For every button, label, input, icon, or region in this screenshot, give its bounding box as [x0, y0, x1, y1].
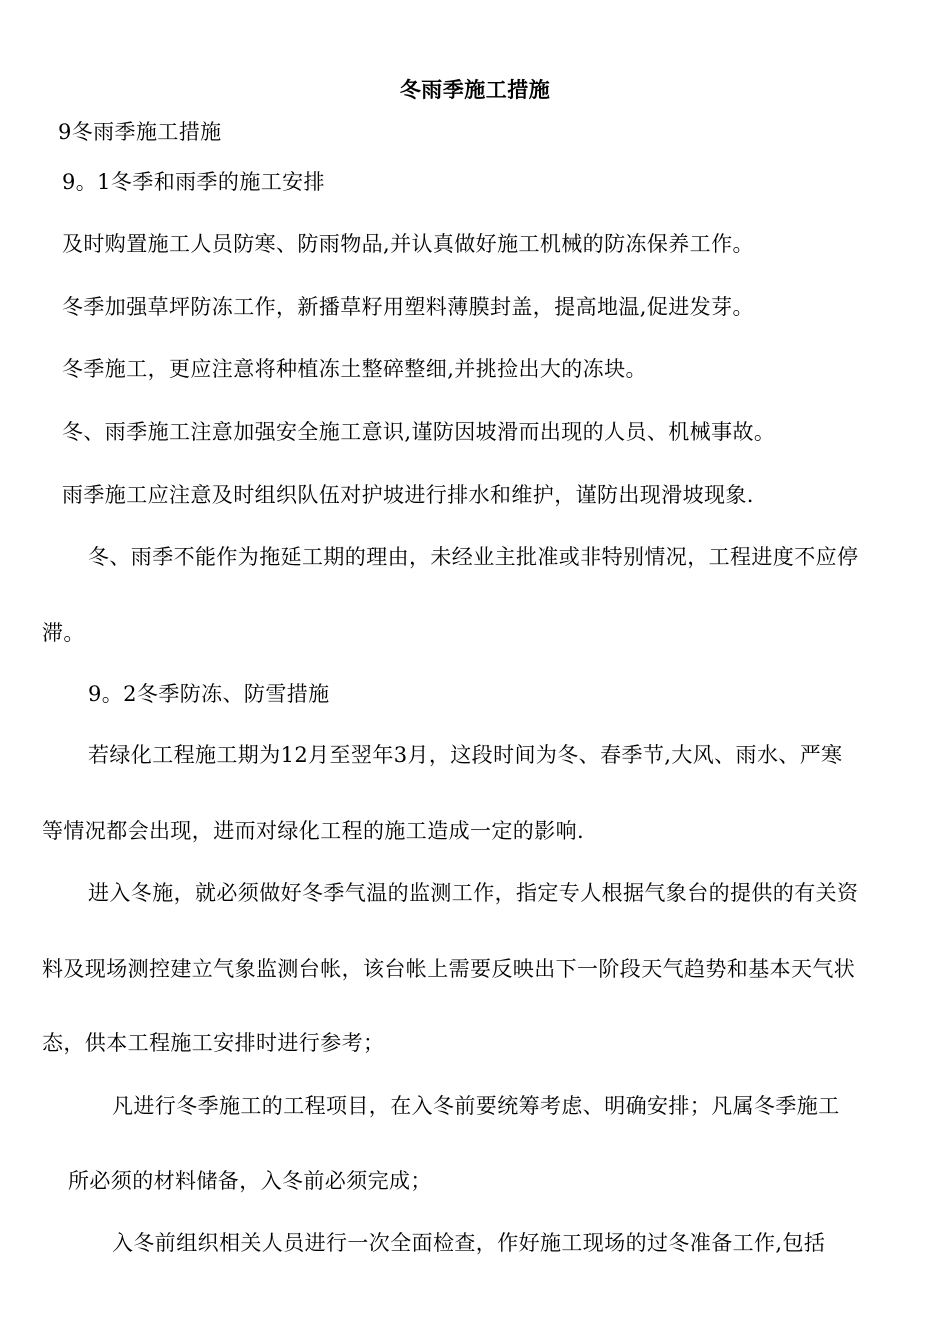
document-title: 冬雨季施工措施: [399, 77, 551, 102]
paragraph-6-line-2: 滞。: [42, 621, 85, 645]
paragraph-7-line-2: 等情况都会出现，进而对绿化工程的施工造成一定的影响.: [42, 819, 585, 843]
paragraph-10-line-1: 入冬前组织相关人员进行一次全面检查，作好施工现场的过冬准备工作,包括: [112, 1231, 826, 1255]
paragraph-2: 冬季加强草坪防冻工作，新播草籽用塑料薄膜封盖，提高地温,促进发芽。: [62, 295, 754, 319]
paragraph-8-line-2: 料及现场测控建立气象监测台帐，该台帐上需要反映出下一阶段天气趋势和基本天气状: [42, 957, 856, 981]
paragraph-4: 冬、雨季施工注意加强安全施工意识,谨防因坡滑而出现的人员、机械事故。: [62, 420, 776, 444]
paragraph-3: 冬季施工，更应注意将种植冻土整碎整细,并挑捡出大的冻块。: [62, 357, 647, 381]
paragraph-9-line-1: 凡进行冬季施工的工程项目，在入冬前要统筹考虑、明确安排；凡属冬季施工: [112, 1094, 840, 1118]
paragraph-7-line-1: 若绿化工程施工期为12月至翌年3月，这段时间为冬、春季节,大风、雨水、严寒: [88, 743, 843, 767]
subsection-heading-1: 9。1冬季和雨季的施工安排: [62, 170, 325, 194]
paragraph-8-line-1: 进入冬施，就必须做好冬季气温的监测工作，指定专人根据气象台的提供的有关资: [88, 881, 859, 905]
paragraph-9-line-2: 所必须的材料储备，入冬前必须完成；: [68, 1169, 432, 1193]
paragraph-8-line-3: 态，供本工程施工安排时进行参考；: [42, 1031, 385, 1055]
paragraph-6-line-1: 冬、雨季不能作为拖延工期的理由，未经业主批准或非特别情况，工程进度不应停: [88, 545, 859, 569]
paragraph-5: 雨季施工应注意及时组织队伍对护坡进行排水和维护，谨防出现滑坡现象.: [62, 483, 754, 507]
section-heading: 9冬雨季施工措施: [58, 120, 222, 144]
paragraph-1: 及时购置施工人员防寒、防雨物品,并认真做好施工机械的防冻保养工作。: [62, 232, 754, 256]
subsection-heading-2: 9。2冬季防冻、防雪措施: [88, 682, 330, 706]
